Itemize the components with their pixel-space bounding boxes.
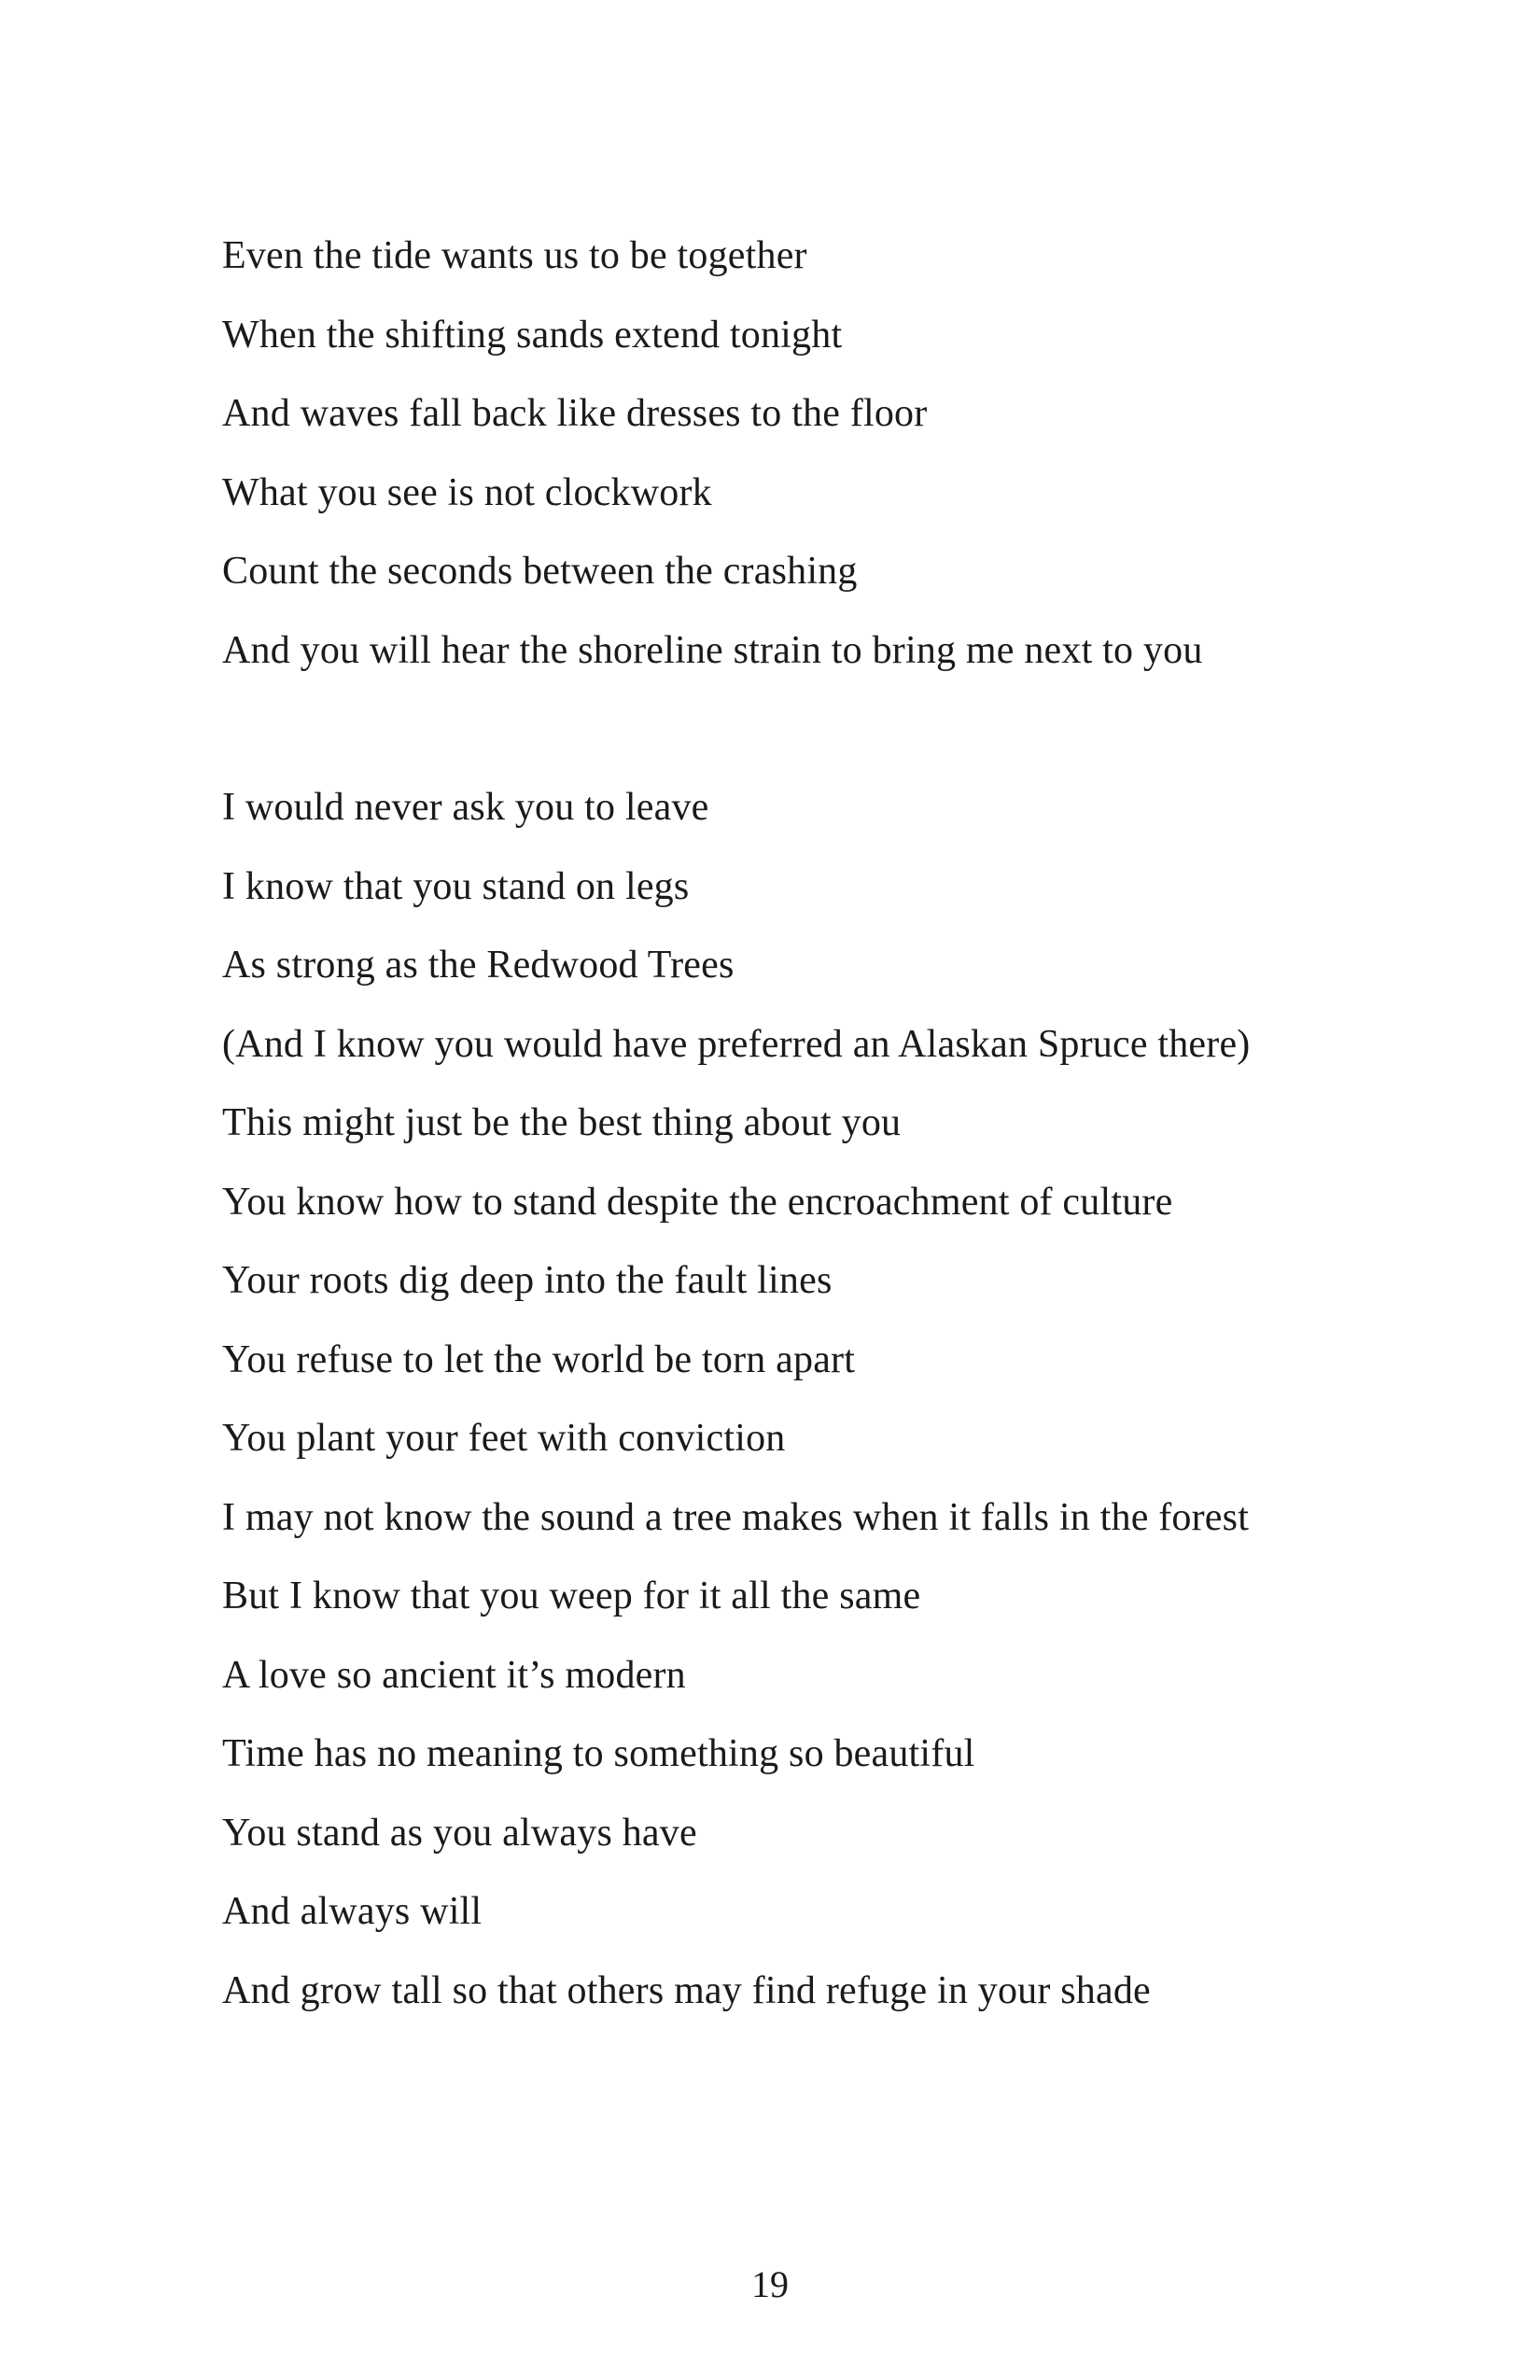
poem-line: You plant your feet with conviction — [222, 1417, 786, 1460]
poem-line: Even the tide wants us to be together — [222, 234, 807, 277]
poem-line: You refuse to let the world be torn apart — [222, 1337, 856, 1381]
poem-line: (And I know you would have preferred an Alaskan Spruce there) — [222, 1022, 1251, 1066]
page-number: 19 — [751, 2263, 789, 2305]
poem-line: And grow tall so that others may find refuge in your shade — [222, 1968, 1151, 2012]
poem-line: I would never ask you to leave — [222, 786, 709, 829]
poem-line: What you see is not clockwork — [222, 470, 712, 514]
poem-line: As strong as the Redwood Trees — [222, 944, 735, 987]
poem-line: And always will — [222, 1890, 483, 1933]
poem-line: This might just be the best thing about you — [222, 1101, 902, 1144]
poem-line: I may not know the sound a tree makes when it falls in the forest — [222, 1495, 1250, 1539]
poem-line: And waves fall back like dresses to the floor — [222, 392, 928, 435]
poem-line: Your roots dig deep into the fault lines — [222, 1259, 833, 1302]
poem-line: A love so ancient it’s modern — [222, 1653, 686, 1697]
poem-line: And you will hear the shoreline strain to bring me next to you — [222, 628, 1203, 672]
stanza-2 — [222, 768, 1389, 2030]
poem-line: Count the seconds between the crashing — [222, 550, 858, 593]
poem-line: When the shifting sands extend tonight — [222, 313, 843, 357]
stanza-1 — [222, 217, 1389, 690]
poem-line: You know how to stand despite the encroachment of culture — [222, 1180, 1173, 1224]
poem-line: Time has no meaning to something so beautiful — [222, 1732, 975, 1775]
poem-line: But I know that you weep for it all the same — [222, 1575, 921, 1617]
poem-body — [222, 217, 1389, 2030]
poem-line: You stand as you always have — [222, 1811, 697, 1855]
poem-line: I know that you stand on legs — [222, 864, 690, 908]
